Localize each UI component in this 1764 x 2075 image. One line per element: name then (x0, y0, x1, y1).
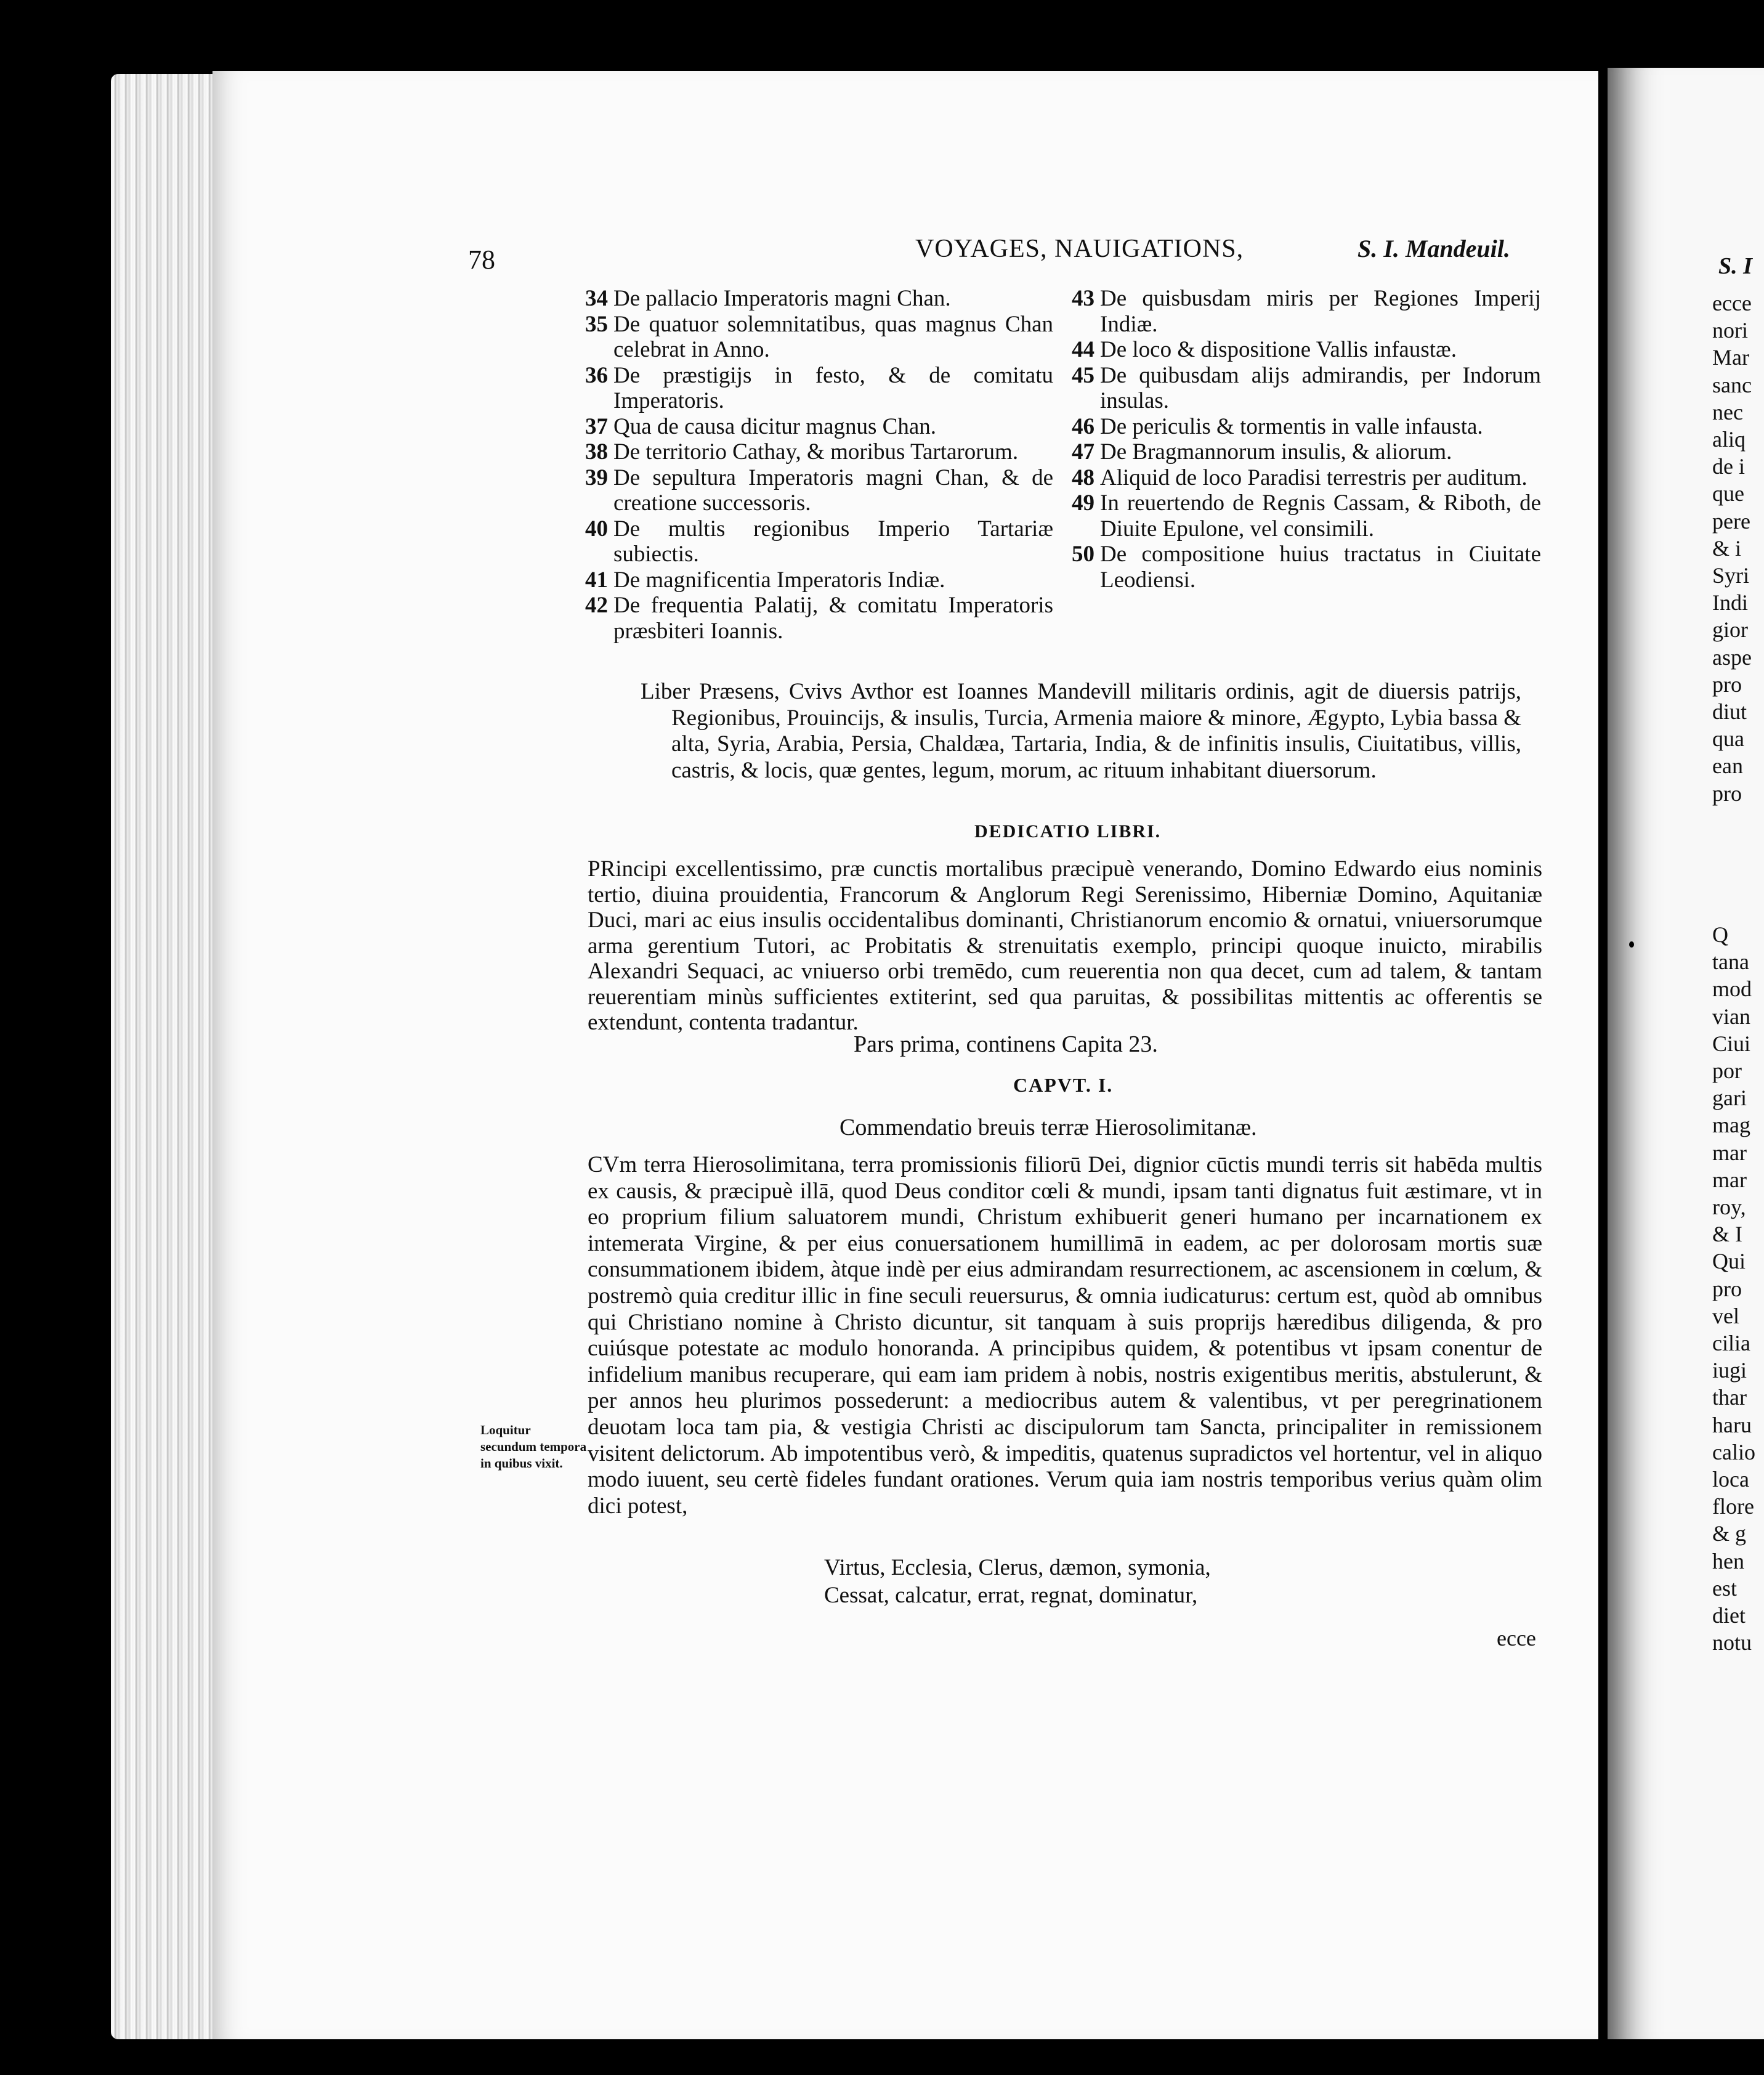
toc-entry (1072, 363, 1541, 414)
toc-entry (1072, 490, 1541, 542)
toc-left-column (585, 286, 1053, 644)
toc-entry-title: De sepultura Imperatoris magni Chan, & de creatione successoris. (613, 465, 1053, 516)
toc-entry (1072, 542, 1541, 593)
toc-entry (585, 363, 1053, 414)
toc-entry-title: Aliquid de loco Paradisi terrestris per auditum. (1100, 465, 1527, 490)
book-summary: Liber Præsens, Cvivs Avthor est Ioannes Mandevill militaris ordinis, agit de diuersis patrijs, Regionibus, Prouincijs, & insulis, Turcia, Armenia maiore & minore, Ægypto, Lybia bassa & alta, Syria, Arabia, Persia, Chaldæa, Tartaria, India, & de infinitis insulis, Ciuitatibus, villis, castris, & locis, quæ gentes, legum, morum, ac rituum inhabitant diuersorum. (641, 679, 1521, 783)
toc-entry-title: De periculis & tormentis in valle infausta. (1100, 413, 1483, 439)
running-title: VOYAGES, NAUIGATIONS, (915, 235, 1244, 263)
toc-entry-number: 48 (1072, 465, 1094, 490)
margin-note: Loquitur secundum tempora in quibus vixit. (480, 1423, 587, 1471)
facing-page-text-b: Q tana mod vian Ciui por gari mag mar mar roy, & I Qui pro vel cilia iugi thar haru calio loca flore & g hen est diet notu (1712, 922, 1755, 1655)
toc-entry (585, 439, 1053, 465)
toc-entry-title: De quibusdam alijs admirandis, per Indorum insulas. (1100, 362, 1541, 413)
toc-entry-number: 41 (585, 567, 608, 593)
toc-entry-number: 38 (585, 439, 608, 465)
toc-entry-title: De pallacio Imperatoris magni Chan. (613, 286, 951, 311)
speck (43, 763, 46, 766)
chapter-heading: CAPVT. I. (1013, 1074, 1114, 1096)
toc-entry (585, 312, 1053, 363)
toc-entry-title: De compositione huius tractatus in Ciuitate Leodiensi. (1100, 542, 1541, 593)
toc-entry-number: 43 (1072, 286, 1094, 311)
toc-entry-number: 39 (585, 465, 608, 490)
toc-entry-number: 40 (585, 516, 608, 542)
toc-right-column (1072, 286, 1541, 593)
toc-entry-number: 44 (1072, 337, 1094, 362)
dedication-heading: DEDICATIO LIBRI. (974, 821, 1162, 842)
toc-entry-number: 46 (1072, 413, 1094, 439)
toc-entry (1072, 337, 1541, 363)
dedication-text: PRincipi excellentissimo, præ cunctis mortalibus præcipuè venerando, Domino Edwardo eius nominis tertio, diuina prouidentia, Francorum & Anglorum Regi Serenissimo, Hiberniæ Domino, Aquitaniæ Duci, mari ac eius insulis occidentalibus dominanti, Christianorum encomio & ornatui, vniuersorumque arma gerentium Tutori, ac Probitatis & strenuitatis exemplo, principi quoque inuicto, mirabilis Alexandri Sequaci, ac vniuerso orbi tremēdo, cum reuerentia non qua decet, cum ad talem, & tantam reuerentiam minùs sufficientes extiterint, sed qua paruitas, & possibilitas mittentis ac offerentis se extendunt, contenta tradantur. (588, 856, 1542, 1035)
toc-entry (1072, 414, 1541, 440)
toc-entry-number: 47 (1072, 439, 1094, 465)
catchword: ecce (1497, 1626, 1536, 1651)
toc-entry-title: De Bragmannorum insulis, & aliorum. (1100, 439, 1452, 465)
toc-entry-title: De territorio Cathay, & moribus Tartarorum. (613, 439, 1019, 465)
toc-entry-title: Qua de causa dicitur magnus Chan. (613, 413, 937, 439)
verse-line: Cessat, calcatur, errat, regnat, dominatur, (824, 1583, 1198, 1608)
toc-entry (1072, 286, 1541, 337)
toc-entry (585, 567, 1053, 593)
toc-entry-title: De loco & dispositione Vallis infaustæ. (1100, 337, 1457, 362)
toc-entry (585, 414, 1053, 440)
page-edges (111, 74, 228, 2039)
toc-entry-number: 34 (585, 286, 608, 311)
toc-entry (1072, 465, 1541, 491)
toc-entry-number: 36 (585, 362, 608, 388)
verse-line: Virtus, Ecclesia, Clerus, dæmon, symonia, (824, 1555, 1211, 1580)
toc-entry (585, 465, 1053, 516)
toc-entry (585, 286, 1053, 312)
part-heading: Pars prima, continens Capita 23. (854, 1031, 1158, 1057)
toc-entry-number: 45 (1072, 362, 1094, 388)
toc-entry-title: De multis regionibus Imperio Tartariæ subiectis. (613, 516, 1053, 567)
toc-entry-title: In reuertendo de Regnis Cassam, & Riboth, de Diuite Epulone, vel consimili. (1100, 490, 1541, 542)
toc-entry-number: 35 (585, 311, 608, 337)
toc-entry-number: 42 (585, 593, 608, 618)
running-author: S. I. Mandeuil. (1357, 235, 1510, 262)
toc-entry-title: De quisbusdam miris per Regiones Imperij Indiæ. (1100, 286, 1541, 337)
speck (1629, 941, 1634, 948)
chapter-title: Commendatio breuis terræ Hierosolimitanæ. (840, 1115, 1257, 1140)
toc-entry (585, 516, 1053, 567)
toc-entry-number: 37 (585, 413, 608, 439)
facing-page-header: S. I (1718, 253, 1752, 279)
facing-page-fragment (1608, 68, 1764, 2039)
toc-entry (585, 593, 1053, 644)
toc-entry-number: 50 (1072, 542, 1094, 567)
chapter-body: CVm terra Hierosolimitana, terra promissionis filiorū Dei, dignior cūctis mundi terris sit habēda multis ex causis, & præcipuè illā, quod Deus conditor cœli & mundi, ipsam tanti dignatus fuit æstimare, vt in eo proprium filium saluatorem mundi, Christum exhibuerit generi humano per incarnationem ex intemerata Virgine, & per eius conuersationem humillimā in eadem, ac per dolorosam mortis suæ consummationem ibidem, àtque indè per eius admirandam resurrectionem, ac ascensionem in cœlum, & postremò quia creditur illic in fine seculi reuersurus, & omnia iudicaturus: certum est, quòd ab omnibus qui Christiano nomine à Christo dicuntur, sit tanquam à suis proprijs hæredibus diligenda, & pro cuiúsque potestate ac modulo honoranda. A principibus quidem, & potentibus vt ipsam conentur de infidelium manibus recuperare, qui eam iam pridem à nobis, nostris exigentibus meritis, abstulerunt, & per annos heu plurimos possederunt: a mediocribus autem & valentibus, vt per peregrinationem deuotam loca tam pia, & vestigia Christi ac discipulorum tam Sancta, principaliter in remissionem visitent delictorum. Ab impotentibus verò, & impeditis, quatenus supradictos vel hortentur, vel in aliquo modo iuuent, seu certè fideles fundant orationes. Verum quia iam nostris temporibus verius quàm olim dici potest, (588, 1152, 1542, 1519)
facing-page-text-a: ecce nori Mar sanc nec aliq de i que pere & i Syri Indi gior aspe pro diut qua ean pro (1712, 291, 1752, 806)
page-number: 78 (468, 245, 495, 275)
verse (824, 1554, 1211, 1609)
toc-entry-title: De magnificentia Imperatoris Indiæ. (613, 567, 945, 593)
toc-entry-number: 49 (1072, 490, 1094, 516)
toc-entry-title: De frequentia Palatij, & comitatu Imperatoris præsbiteri Ioannis. (613, 593, 1053, 644)
toc-entry-title: De præstigijs in festo, & de comitatu Imperatoris. (613, 362, 1053, 413)
toc-entry-title: De quatuor solemnitatibus, quas magnus Chan celebrat in Anno. (613, 311, 1053, 362)
toc-entry (1072, 439, 1541, 465)
